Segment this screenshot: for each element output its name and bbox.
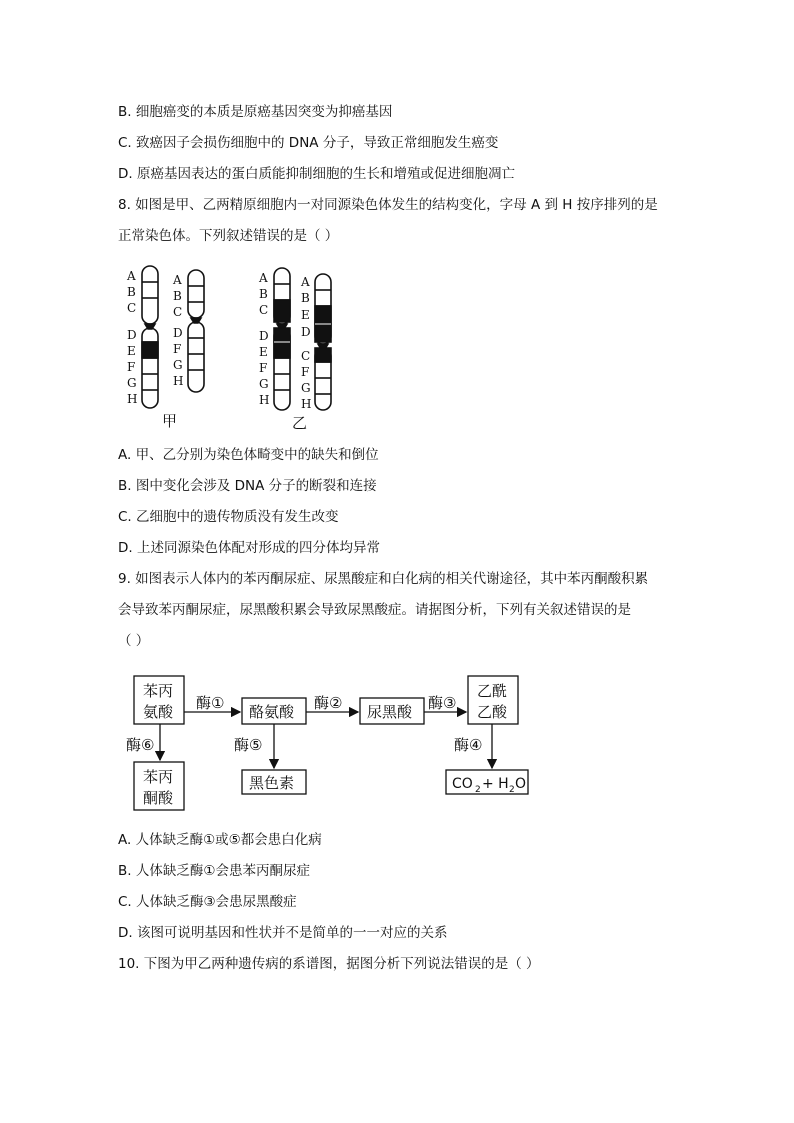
enzyme-5-label: 酶⑤ (234, 736, 263, 754)
enzyme-3-label: 酶③ (428, 694, 457, 712)
phe-line2: 氨酸 (143, 703, 174, 721)
yi-c1-letter-a: A (259, 271, 268, 285)
yi-c2-letter-f: F (301, 365, 310, 379)
melanin-label: 黑色素 (249, 774, 295, 792)
q8-stem-line1: 8. 如图是甲、乙两精原细胞内一对同源染色体发生的结构变化，字母 A 到 H 按序排列的是 (118, 197, 658, 213)
chromosome-figure (118, 262, 348, 434)
yi-c2-letter-a: A (301, 275, 310, 289)
tyrosine-label: 酪氨酸 (249, 703, 295, 721)
aa-line2: 乙酸 (477, 703, 508, 721)
jia-c1-letter-f: F (127, 360, 136, 374)
homogentisic-acid-label: 尿黑酸 (367, 703, 413, 721)
enzyme-4-label: 酶④ (454, 736, 483, 754)
q8-option-d: D. 上述同源染色体配对形成的四分体均异常 (118, 540, 380, 556)
q9-option-c: C. 人体缺乏酶③会患尿黑酸症 (118, 894, 297, 910)
ppa-line2: 酮酸 (143, 789, 174, 807)
jia-c2-letter-f: F (173, 342, 182, 356)
yi-c1-letter-h: H (259, 393, 270, 407)
q9-option-d: D. 该图可说明基因和性状并不是简单的一一对应的关系 (118, 925, 448, 941)
yi-c2-letter-h: H (301, 397, 312, 411)
jia-c2-letter-b: B (173, 289, 182, 303)
phe-line1: 苯丙 (143, 682, 174, 700)
yi-chromosome-2 (315, 274, 331, 410)
jia-c1-letter-a: A (127, 269, 136, 283)
co2-subscript: 2 (475, 785, 481, 795)
jia-label: 甲 (162, 412, 178, 430)
yi-c1-letter-e: E (259, 345, 268, 359)
q9-stem-line3: （ ） (118, 633, 150, 649)
yi-c2-letter-b: B (301, 291, 310, 305)
metabolic-pathway-diagram (126, 672, 540, 818)
o-text: O (515, 776, 527, 792)
aa-line1: 乙酰 (477, 682, 508, 700)
yi-c2-letter-d: D (301, 325, 311, 339)
jia-chromosome-1 (142, 266, 158, 408)
yi-c1-letter-c: C (259, 303, 269, 317)
jia-c2-letter-g: G (173, 358, 183, 372)
yi-c1-letter-g: G (259, 377, 269, 391)
jia-c2-letter-c: C (173, 305, 183, 319)
jia-c2-letter-d: D (173, 326, 183, 340)
yi-c2-letter-e: E (301, 308, 310, 322)
h2o-subscript: 2 (509, 785, 515, 795)
q8-option-a: A. 甲、乙分别为染色体畸变中的缺失和倒位 (118, 447, 379, 463)
q9-option-b: B. 人体缺乏酶①会患苯丙酮尿症 (118, 863, 310, 879)
plus-h-text: + H (482, 776, 509, 792)
q9-stem-line1: 9. 如图表示人体内的苯丙酮尿症、尿黑酸症和白化病的相关代谢途径，其中苯丙酮酸积累 (118, 571, 649, 587)
yi-label: 乙 (292, 414, 308, 432)
jia-chromosome-2 (188, 270, 204, 392)
jia-c1-letter-b: B (127, 285, 136, 299)
q10-stem: 10. 下图为甲乙两种遗传病的系谱图，据图分析下列说法错误的是（ ） (118, 956, 540, 972)
yi-c2-letter-g: G (301, 381, 311, 395)
co2-text: CO (452, 776, 473, 792)
q7-option-c: C. 致癌因子会损伤细胞中的 DNA 分子，导致正常细胞发生癌变 (118, 135, 499, 151)
ppa-line1: 苯丙 (143, 768, 174, 786)
yi-c1-letter-b: B (259, 287, 268, 301)
yi-chromosome-1 (274, 268, 290, 410)
q8-option-b: B. 图中变化会涉及 DNA 分子的断裂和连接 (118, 478, 377, 494)
jia-c1-letter-e: E (127, 344, 136, 358)
q9-stem-line2: 会导致苯丙酮尿症，尿黑酸积累会导致尿黑酸症。请据图分析，下列有关叙述错误的是 (118, 602, 631, 618)
yi-c2-letter-c: C (301, 349, 311, 363)
jia-c1-letter-h: H (127, 392, 138, 406)
enzyme-6-label: 酶⑥ (126, 736, 155, 754)
jia-c1-letter-g: G (127, 376, 137, 390)
enzyme-2-label: 酶② (314, 694, 343, 712)
jia-c2-letter-h: H (173, 374, 184, 388)
q8-stem-line2: 正常染色体。下列叙述错误的是（ ） (118, 228, 339, 244)
yi-c1-letter-f: F (259, 361, 268, 375)
q9-option-a: A. 人体缺乏酶①或⑤都会患白化病 (118, 832, 322, 848)
q7-option-d: D. 原癌基因表达的蛋白质能抑制细胞的生长和增殖或促进细胞凋亡 (118, 166, 515, 182)
yi-c1-letter-d: D (259, 329, 269, 343)
jia-c2-letter-a: A (173, 273, 182, 287)
co2-h2o-formula (452, 776, 526, 795)
q7-option-b: B. 细胞癌变的本质是原癌基因突变为抑癌基因 (118, 104, 393, 120)
q8-option-c: C. 乙细胞中的遗传物质没有发生改变 (118, 509, 339, 525)
jia-c1-letter-c: C (127, 301, 137, 315)
jia-c1-letter-d: D (127, 328, 137, 342)
enzyme-1-label: 酶① (196, 694, 225, 712)
